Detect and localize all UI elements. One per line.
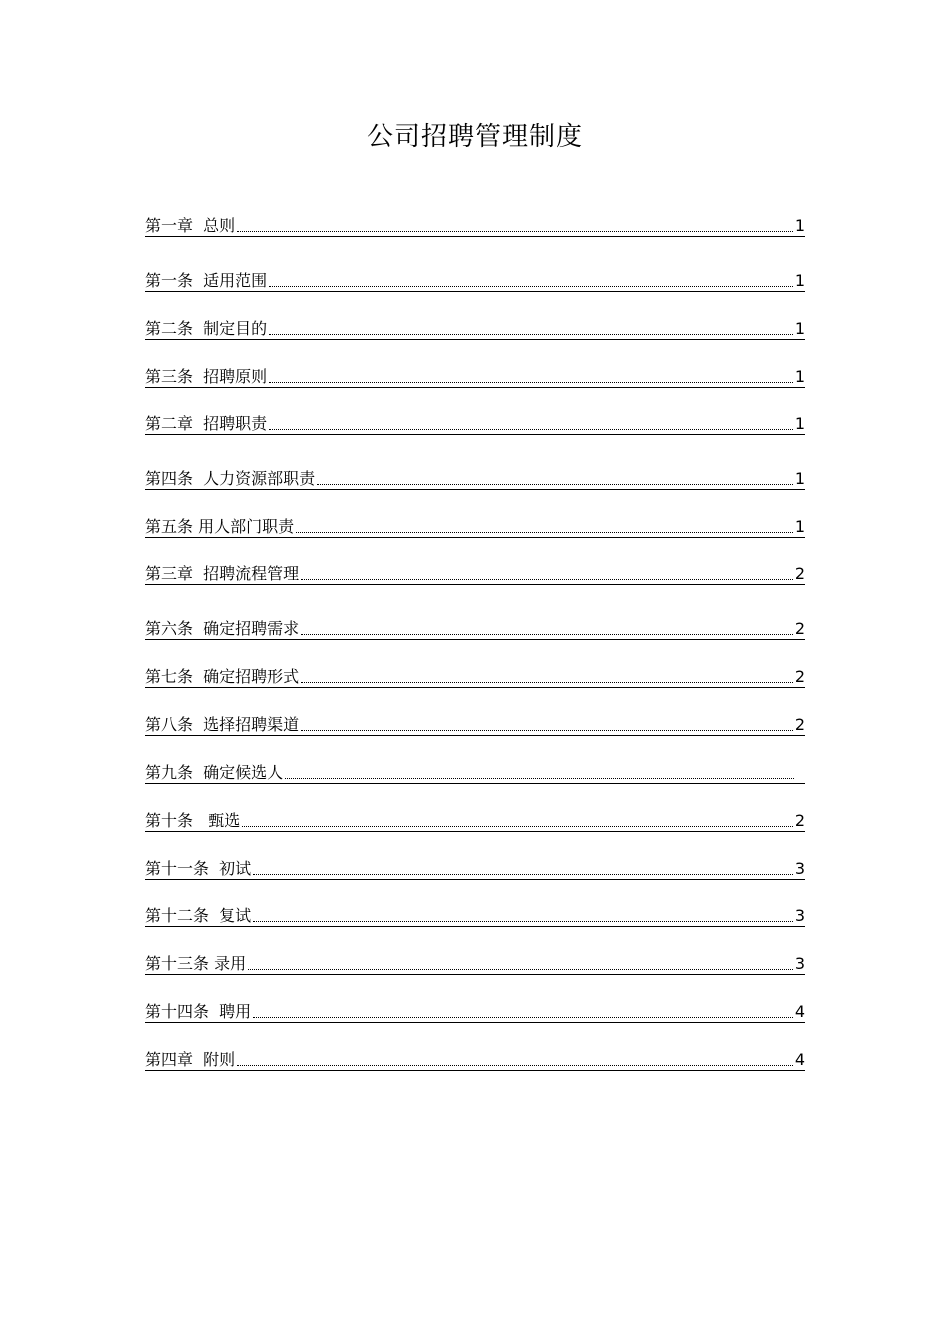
- toc-entry-label: 第十一条 初试: [145, 859, 252, 878]
- toc-entry-article-10[interactable]: [145, 809, 805, 832]
- toc-entry-chapter-2[interactable]: [145, 412, 805, 435]
- toc-entry-label: 第十条 甄选: [145, 811, 241, 830]
- toc-dot-leader: [301, 579, 793, 580]
- toc-dot-leader: [301, 634, 793, 635]
- toc-dot-leader: [248, 969, 793, 970]
- toc-dot-leader: [269, 429, 793, 430]
- toc-entry-article-11[interactable]: [145, 857, 805, 880]
- toc-page-number: 4: [794, 1002, 805, 1021]
- toc-entry-chapter-4[interactable]: [145, 1048, 805, 1071]
- toc-dot-leader: [296, 532, 793, 533]
- toc-dot-leader: [269, 286, 793, 287]
- toc-entry-label: 第六条 确定招聘需求: [145, 619, 300, 638]
- toc-entry-article-4[interactable]: [145, 467, 805, 490]
- toc-dot-leader: [253, 921, 793, 922]
- toc-entry-label: 第四条 人力资源部职责: [145, 469, 316, 488]
- toc-entry-label: 第三条 招聘原则: [145, 367, 268, 386]
- toc-entry-label: 第一条 适用范围: [145, 271, 268, 290]
- toc-entry-label: 第十二条 复试: [145, 906, 252, 925]
- toc-page-number: 2: [794, 715, 805, 734]
- toc-entry-article-9[interactable]: [145, 761, 805, 784]
- toc-entry-chapter-3[interactable]: [145, 562, 805, 585]
- toc-dot-leader: [301, 682, 793, 683]
- toc-dot-leader: [237, 1065, 793, 1066]
- toc-page-number: 1: [794, 414, 805, 433]
- toc-entry-label: 第三章 招聘流程管理: [145, 564, 300, 583]
- toc-dot-leader: [253, 1017, 793, 1018]
- toc-dot-leader: [285, 778, 794, 779]
- toc-page-number: 3: [794, 859, 805, 878]
- toc-entry-label: 第九条 确定候选人: [145, 763, 284, 782]
- toc-entry-article-3[interactable]: [145, 365, 805, 388]
- toc-page-number: 2: [794, 564, 805, 583]
- toc-page-number: 1: [794, 469, 805, 488]
- toc-page-number: 3: [794, 954, 805, 973]
- toc-page-number: 2: [794, 619, 805, 638]
- toc-dot-leader: [269, 334, 793, 335]
- toc-entry-article-13[interactable]: [145, 952, 805, 975]
- toc-page-number: 2: [794, 667, 805, 686]
- toc-entry-article-2[interactable]: [145, 317, 805, 340]
- toc-entry-label: 第二章 招聘职责: [145, 414, 268, 433]
- document-title: 公司招聘管理制度: [366, 122, 583, 152]
- toc-entry-label: 第五条 用人部门职责: [145, 517, 295, 536]
- toc-entry-label: 第四章 附则: [145, 1050, 236, 1069]
- toc-page-number: 1: [794, 367, 805, 386]
- toc-page-number: 4: [794, 1050, 805, 1069]
- toc-entry-label: 第一章 总则: [145, 216, 236, 235]
- toc-dot-leader: [242, 826, 793, 827]
- toc-dot-leader: [301, 730, 793, 731]
- toc-entry-label: 第十三条 录用: [145, 954, 247, 973]
- toc-page-number: 1: [794, 216, 805, 235]
- toc-entry-article-1[interactable]: [145, 269, 805, 292]
- toc-dot-leader: [237, 231, 793, 232]
- toc-entry-article-12[interactable]: [145, 904, 805, 927]
- toc-entry-article-7[interactable]: [145, 665, 805, 688]
- toc-entry-article-8[interactable]: [145, 713, 805, 736]
- toc-dot-leader: [269, 382, 793, 383]
- toc-dot-leader: [253, 874, 793, 875]
- toc-entry-article-6[interactable]: [145, 617, 805, 640]
- toc-entry-label: 第八条 选择招聘渠道: [145, 715, 300, 734]
- toc-page-number: 2: [794, 811, 805, 830]
- toc-entry-label: 第十四条 聘用: [145, 1002, 252, 1021]
- toc-entry-chapter-1[interactable]: [145, 214, 805, 237]
- toc-entry-label: 第二条 制定目的: [145, 319, 268, 338]
- toc-entry-label: 第七条 确定招聘形式: [145, 667, 300, 686]
- toc-entry-article-14[interactable]: [145, 1000, 805, 1023]
- toc-page-number: 1: [794, 517, 805, 536]
- toc-page-number: 3: [794, 906, 805, 925]
- toc-page-number: 1: [794, 271, 805, 290]
- toc-entry-article-5[interactable]: [145, 515, 805, 538]
- toc-dot-leader: [317, 484, 793, 485]
- toc-page-number: 1: [794, 319, 805, 338]
